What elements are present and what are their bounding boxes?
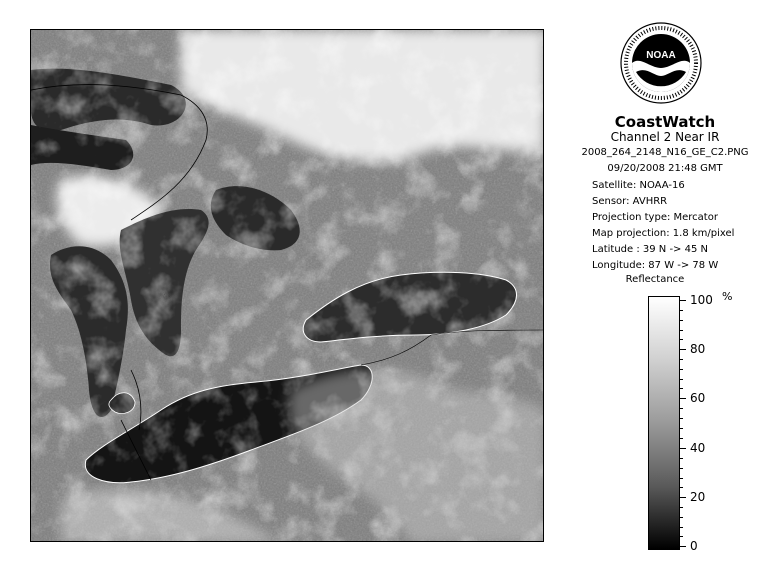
- colorbar-minor-tick: [680, 359, 683, 360]
- colorbar-tick: [680, 349, 686, 350]
- reflectance-colorbar: [648, 296, 680, 550]
- colorbar-tick-label: 0: [690, 539, 698, 553]
- colorbar-minor-tick: [680, 536, 683, 537]
- colorbar-minor-tick: [680, 310, 683, 311]
- colorbar-minor-tick: [680, 369, 683, 370]
- colorbar-minor-tick: [680, 507, 683, 508]
- colorbar-tick: [680, 398, 686, 399]
- colorbar-tick-label: 100: [690, 293, 713, 307]
- colorbar-minor-tick: [680, 438, 683, 439]
- colorbar-minor-tick: [680, 330, 683, 331]
- colorbar-minor-tick: [680, 487, 683, 488]
- image-filename: 2008_264_2148_N16_GE_C2.PNG: [581, 147, 749, 158]
- colorbar-tick-label: 40: [690, 441, 706, 455]
- colorbar-minor-tick: [680, 468, 683, 469]
- colorbar-tick-label: 80: [690, 342, 706, 356]
- colorbar-minor-tick: [680, 517, 683, 518]
- satellite-map: [30, 29, 544, 542]
- map-projection-label: Map projection: 1.8 km/pixel: [592, 228, 735, 239]
- colorbar-tick: [680, 300, 686, 301]
- colorbar-tick: [680, 448, 686, 449]
- acquisition-datetime: 09/20/2008 21:48 GMT: [607, 163, 723, 174]
- colorbar-minor-tick: [680, 388, 683, 389]
- channel-subtitle: Channel 2 Near IR: [610, 130, 720, 144]
- colorbar-title: Reflectance: [625, 274, 685, 285]
- projection-type-label: Projection type: Mercator: [592, 212, 718, 223]
- longitude-range-label: Longitude: 87 W -> 78 W: [592, 260, 719, 271]
- colorbar-minor-tick: [680, 458, 683, 459]
- colorbar-minor-tick: [680, 428, 683, 429]
- colorbar-tick-label: 20: [690, 490, 706, 504]
- colorbar-tick-label: 60: [690, 391, 706, 405]
- satellite-label: Satellite: NOAA-16: [592, 180, 685, 191]
- colorbar-tick: [680, 497, 686, 498]
- colorbar-minor-tick: [680, 478, 683, 479]
- colorbar-minor-tick: [680, 527, 683, 528]
- colorbar-minor-tick: [680, 418, 683, 419]
- noaa-logo: [620, 22, 702, 104]
- colorbar-unit: %: [722, 290, 733, 303]
- colorbar-minor-tick: [680, 320, 683, 321]
- noaa-logo-text: NOAA: [646, 50, 676, 61]
- colorbar-minor-tick: [680, 408, 683, 409]
- sensor-label: Sensor: AVHRR: [592, 196, 668, 207]
- latitude-range-label: Latitude : 39 N -> 45 N: [592, 244, 708, 255]
- colorbar-minor-tick: [680, 339, 683, 340]
- colorbar-tick: [680, 546, 686, 547]
- product-title: CoastWatch: [614, 113, 716, 131]
- colorbar-minor-tick: [680, 379, 683, 380]
